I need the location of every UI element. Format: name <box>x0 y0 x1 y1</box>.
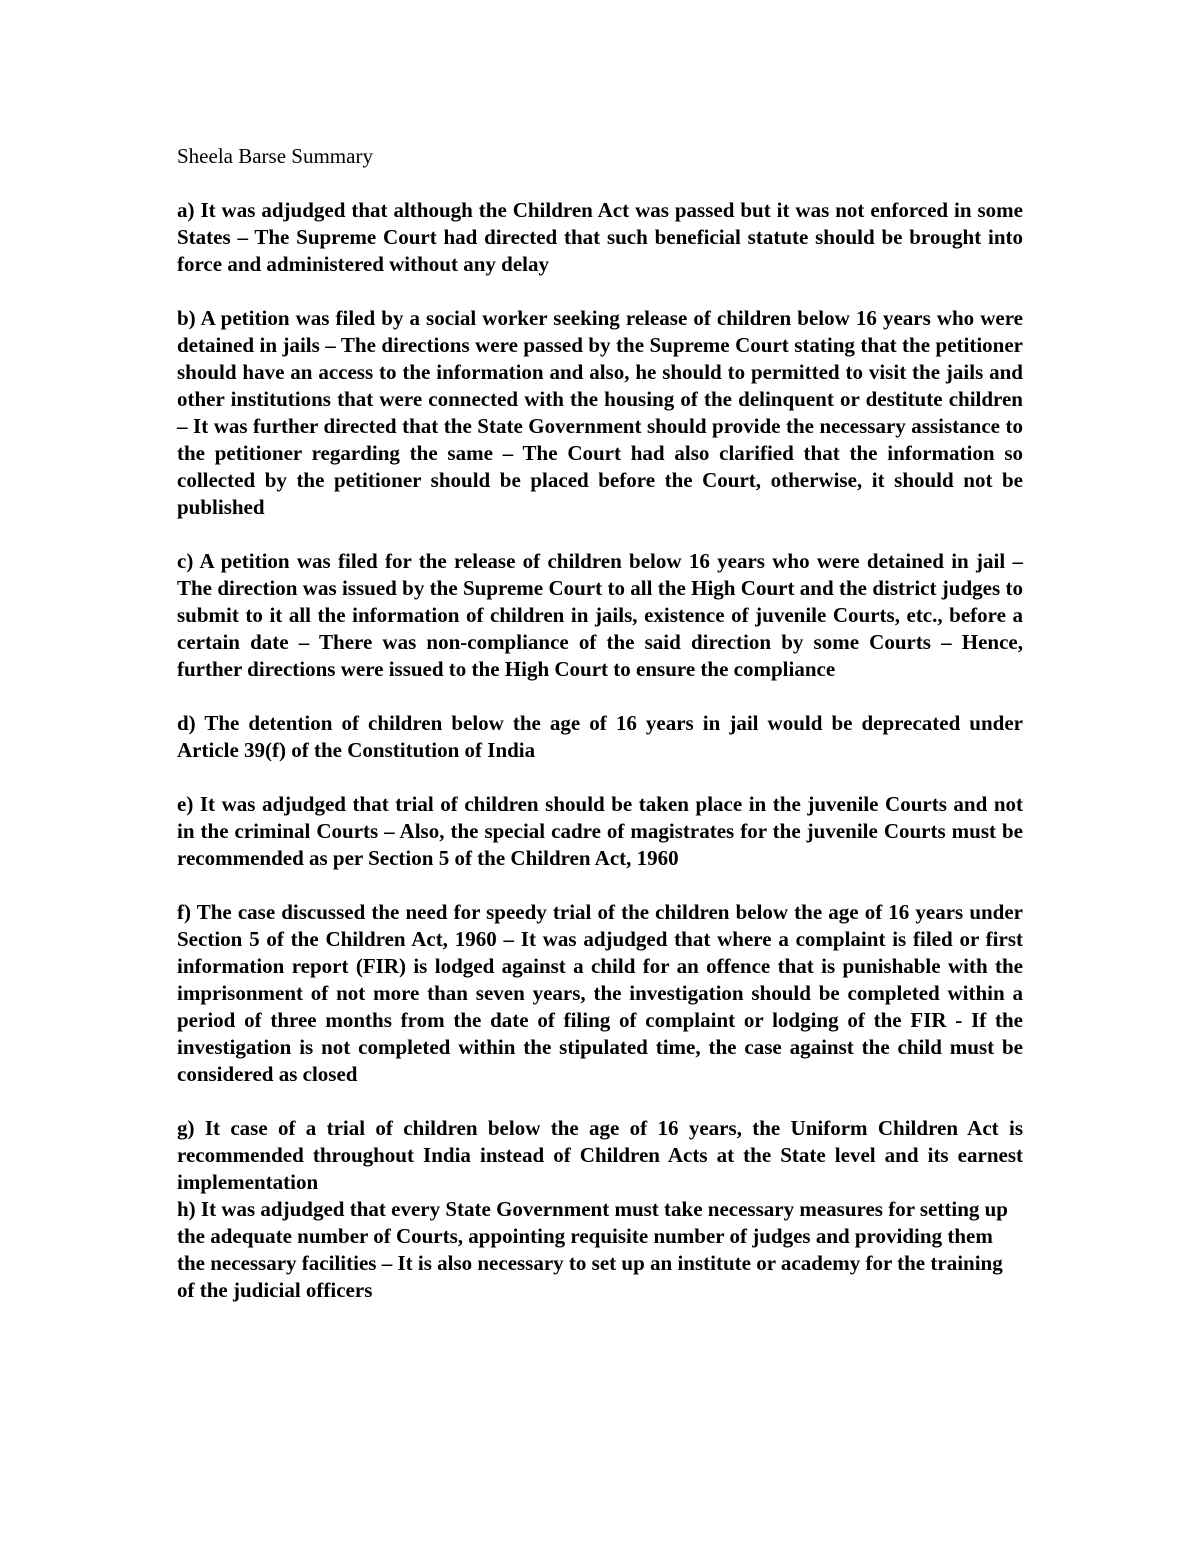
paragraph-a: a) It was adjudged that although the Children Act was passed but it was not enforced in some States – The Supreme Court had directed that such beneficial statute should be brought into force and administered without any delay <box>177 198 1023 276</box>
paragraph-e: e) It was adjudged that trial of children should be taken place in the juvenile Courts and not in the criminal Courts – Also, the special cadre of magistrates for the juvenile Courts must be recommended as per Section 5 of the Children Act, 1960 <box>177 792 1023 870</box>
paragraph-d: d) The detention of children below the age of 16 years in jail would be deprecated under Article 39(f) of the Constitution of India <box>177 711 1023 762</box>
paragraph-g: g) It case of a trial of children below the age of 16 years, the Uniform Children Act is recommended throughout India instead of Children Acts at the State level and its earnest implementation <box>177 1116 1023 1194</box>
paragraph-f: f) The case discussed the need for speedy trial of the children below the age of 16 years under Section 5 of the Children Act, 1960 – It was adjudged that where a complaint is filed or first information report (FIR) is lodged against a child for an offence that is punishable with the imprisonment of not more than seven years, the investigation should be completed within a period of three months from the date of filing of complaint or lodging of the FIR - If the investigation is not completed within the stipulated time, the case against the child must be considered as closed <box>177 900 1023 1086</box>
paragraph-b: b) A petition was filed by a social worker seeking release of children below 16 years who were detained in jails – The directions were passed by the Supreme Court stating that the petitioner should have an access to the information and also, he should to permitted to visit the jails and other institutions that were connected with the housing of the delinquent or destitute children – It was further directed that the State Government should provide the necessary assistance to the petitioner regarding the same – The Court had also clarified that the information so collected by the petitioner should be placed before the Court, otherwise, it should not be published <box>177 306 1023 519</box>
paragraph-h: h) It was adjudged that every State Government must take necessary measures for setting up the adequate number of Courts, appointing requisite number of judges and providing them the necessary facilities – It is also necessary to set up an institute or academy for the training of the judicial officers <box>177 1197 1008 1302</box>
paragraph-c: c) A petition was filed for the release of children below 16 years who were detained in jail – The direction was issued by the Supreme Court to all the High Court and the district judges to submit to it all the information of children in jails, existence of juvenile Courts, etc., before a certain date – There was non-compliance of the said direction by some Courts – Hence, further directions were issued to the High Court to ensure the compliance <box>177 549 1023 681</box>
document-title: Sheela Barse Summary <box>177 144 373 168</box>
document-page <box>177 143 1023 1331</box>
